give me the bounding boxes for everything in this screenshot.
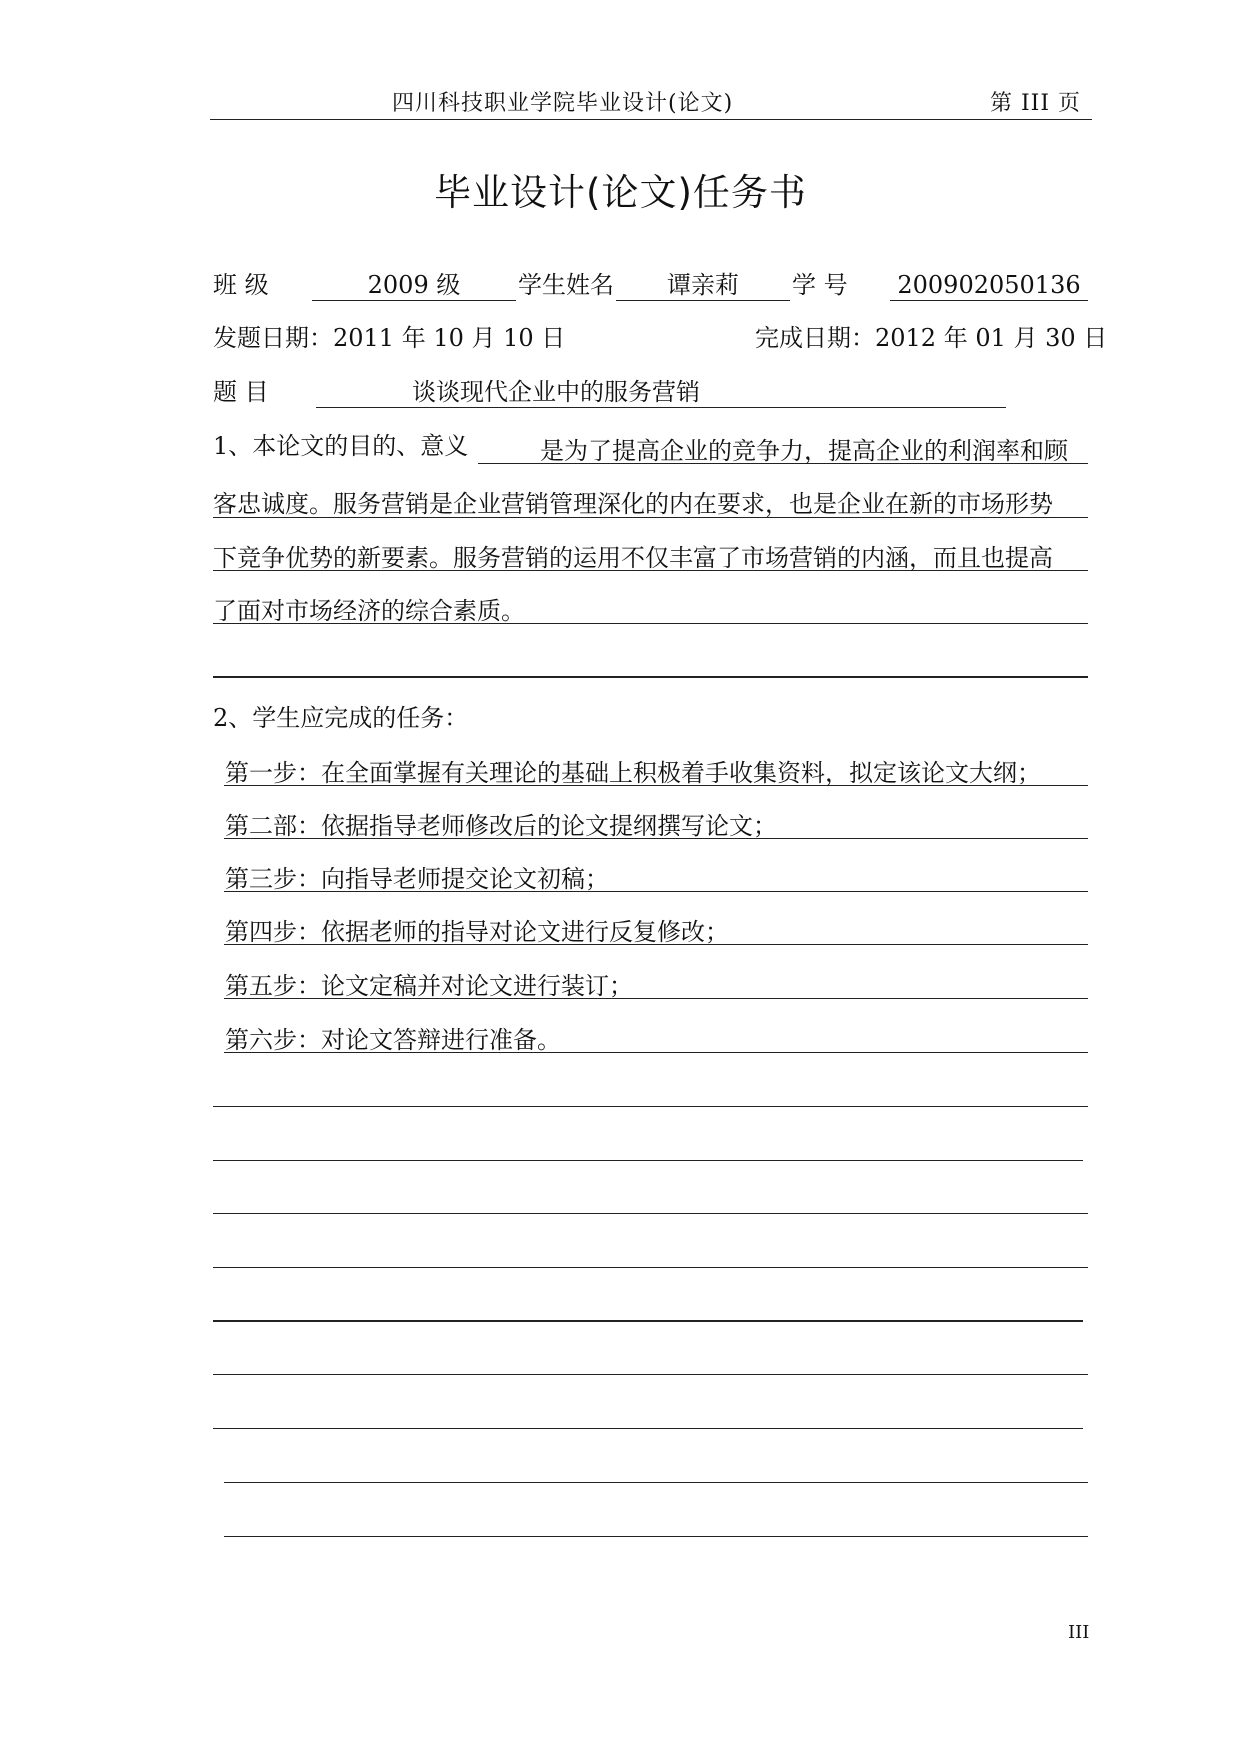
blank-line	[224, 1536, 1088, 1537]
header-school-title: 四川科技职业学院毕业设计(论文)	[392, 91, 734, 116]
issue-date: 发题日期：2011 年 10 月 10 日	[213, 324, 566, 352]
purpose-line-2: 客忠诚度。服务营销是企业营销管理深化的内在要求，也是企业在新的市场形势	[213, 490, 1053, 518]
blank-line	[213, 1213, 1088, 1214]
blank-line	[213, 1160, 1083, 1161]
blank-line	[224, 1482, 1088, 1483]
student-id-label: 学 号	[792, 271, 848, 299]
purpose-line-1: 是为了提高企业的竞争力，提高企业的利润率和顾	[540, 437, 1068, 465]
blank-line	[213, 1106, 1088, 1107]
finish-date: 完成日期：2012 年 01 月 30 日	[755, 324, 1108, 352]
step-6: 第六步：对论文答辩进行准备。	[225, 1026, 561, 1054]
topic-value: 谈谈现代企业中的服务营销	[316, 377, 1006, 408]
purpose-line-3: 下竞争优势的新要素。服务营销的运用不仅丰富了市场营销的内涵，而且也提高	[213, 544, 1053, 572]
step-4: 第四步：依据老师的指导对论文进行反复修改；	[225, 918, 729, 946]
header-divider	[210, 119, 1092, 120]
blank-line	[213, 1267, 1088, 1268]
header-page-label: 第 III 页	[990, 91, 1082, 116]
step-1: 第一步：在全面掌握有关理论的基础上积极着手收集资料，拟定该论文大纲；	[225, 759, 1041, 787]
step-3: 第三步：向指导老师提交论文初稿；	[225, 865, 609, 893]
student-name-label: 学生姓名	[518, 271, 614, 299]
class-label: 班 级	[213, 271, 269, 299]
student-name-value: 谭亲莉	[616, 270, 790, 301]
purpose-line-5-rule	[213, 676, 1088, 678]
tasks-label: 2、学生应完成的任务：	[213, 704, 469, 732]
student-id-value: 200902050136	[890, 270, 1088, 301]
blank-line	[213, 1428, 1083, 1429]
blank-line	[213, 1374, 1088, 1375]
class-value: 2009 级	[312, 270, 516, 301]
purpose-label: 1、本论文的目的、意义	[213, 432, 469, 460]
step-2: 第二部：依据指导老师修改后的论文提纲撰写论文；	[225, 812, 777, 840]
footer-page-number: III	[1068, 1622, 1090, 1643]
purpose-line-4: 了面对市场经济的综合素质。	[213, 597, 525, 625]
page-title: 毕业设计(论文)任务书	[434, 171, 807, 214]
blank-line	[213, 1320, 1083, 1322]
topic-label: 题 目	[213, 378, 269, 406]
step-5: 第五步：论文定稿并对论文进行装订；	[225, 972, 633, 1000]
